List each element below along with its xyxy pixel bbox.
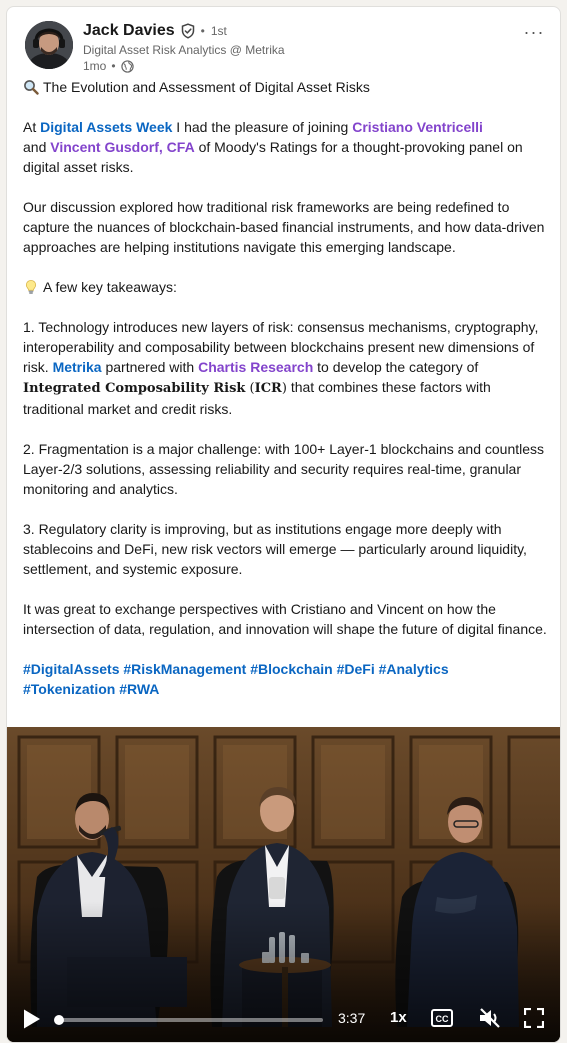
video-progress-bar[interactable] [55,1018,323,1022]
text: that combines these factors with traditional market and credit risks. [23,379,491,417]
magnifying-glass-icon [23,79,39,95]
fullscreen-icon[interactable] [524,1008,544,1028]
avatar[interactable] [25,21,73,69]
hashtag[interactable]: #DeFi [336,661,375,677]
paragraph-closing: It was great to exchange perspectives with Cristiano and Vincent on how the intersection of data, regulation, and innovation will shape the future of digital finance. [23,601,547,637]
video-controls [7,994,561,1043]
muted-speaker-icon[interactable] [478,1007,502,1029]
hashtag[interactable]: #Analytics [378,661,449,677]
text: 1. Technology introduces new layers of risk: consensus mechanisms, cryptography, interoperability and composability between blockchains present new dimensions of risk. [23,319,539,375]
link-digital-assets-week[interactable]: Digital Assets Week [40,119,173,135]
video-player[interactable] [7,727,561,1043]
hashtag[interactable]: #Blockchain [250,661,333,677]
text: of Moody's Ratings for a thought-provoking panel on digital asset risks. [23,139,523,175]
post-title-text: The Evolution and Assessment of Digital Asset Risks [43,79,370,95]
post-meta [83,58,503,74]
author-info [83,21,503,74]
degree-separator: • [200,24,205,38]
hashtag[interactable]: #RWA [119,681,160,697]
icr-term: Integrated Composability Risk [23,381,246,396]
paragraph-point-3: 3. Regulatory clarity is improving, but as institutions engage more deeply with stablecoins and DeFi, new risk vectors will emerge — particularly around liquidity, settlement, and systemic exposure. [23,521,527,577]
meta-separator: • [111,59,116,73]
post-title-line [23,77,551,97]
text: At [23,119,41,135]
paren-open: ( [245,381,255,396]
video-progress-thumb[interactable] [54,1015,64,1025]
text: partnered with [101,359,199,375]
mention-vincent-gusdorf[interactable]: Vincent Gusdorf, CFA [50,139,195,155]
play-icon[interactable] [22,1008,42,1030]
paragraph-point-1 [23,317,551,419]
playback-speed-button[interactable]: 1x [390,1009,407,1026]
paragraph-discussion: Our discussion explored how traditional risk frameworks are being redefined to capture the nuances of blockchain-based financial instruments, and how data-driven approaches are helping institutions navigate this emerging landscape. [23,199,545,255]
author-name[interactable]: Jack Davies [83,22,175,39]
text: I had the pleasure of joining [172,119,353,135]
author-name-row [83,21,503,41]
svg-text:CC: CC [435,1014,449,1024]
mention-metrika[interactable]: Metrika [52,359,102,375]
verified-shield-icon [180,23,196,39]
post-time: 1mo [83,59,107,73]
globe-icon [121,60,134,73]
hashtag[interactable]: #RiskManagement [123,661,247,677]
takeaways-heading [23,277,551,297]
closed-captions-icon[interactable] [431,1009,453,1027]
more-options-button[interactable]: ··· [523,21,545,42]
post-header [22,19,547,77]
video-time: 3:37 [338,1010,366,1026]
post-card [6,6,561,1043]
hashtag[interactable]: #DigitalAssets [23,661,120,677]
mention-chartis-research[interactable]: Chartis Research [198,359,314,375]
mention-cristiano-ventricelli[interactable]: Cristiano Ventricelli [352,119,483,135]
paragraph-point-2: 2. Fragmentation is a major challenge: with 100+ Layer-1 blockchains and countless Layer-2/3 solutions, assessing reliability and security requires real-time, granular monitoring and analytics. [23,441,545,497]
post-body [23,77,551,699]
text: to develop the category of [313,359,479,375]
icr-abbrev: ICR [254,381,282,396]
connection-degree: 1st [210,24,227,38]
paragraph-intro [23,117,551,177]
paren-close: ) [281,381,287,396]
text: and [23,139,51,155]
author-headline: Digital Asset Risk Analytics @ Metrika [83,43,285,57]
light-bulb-icon [23,279,39,295]
hashtags [23,659,551,699]
takeaways-label: A few key takeaways: [43,279,177,295]
hashtag[interactable]: #Tokenization [23,681,116,697]
